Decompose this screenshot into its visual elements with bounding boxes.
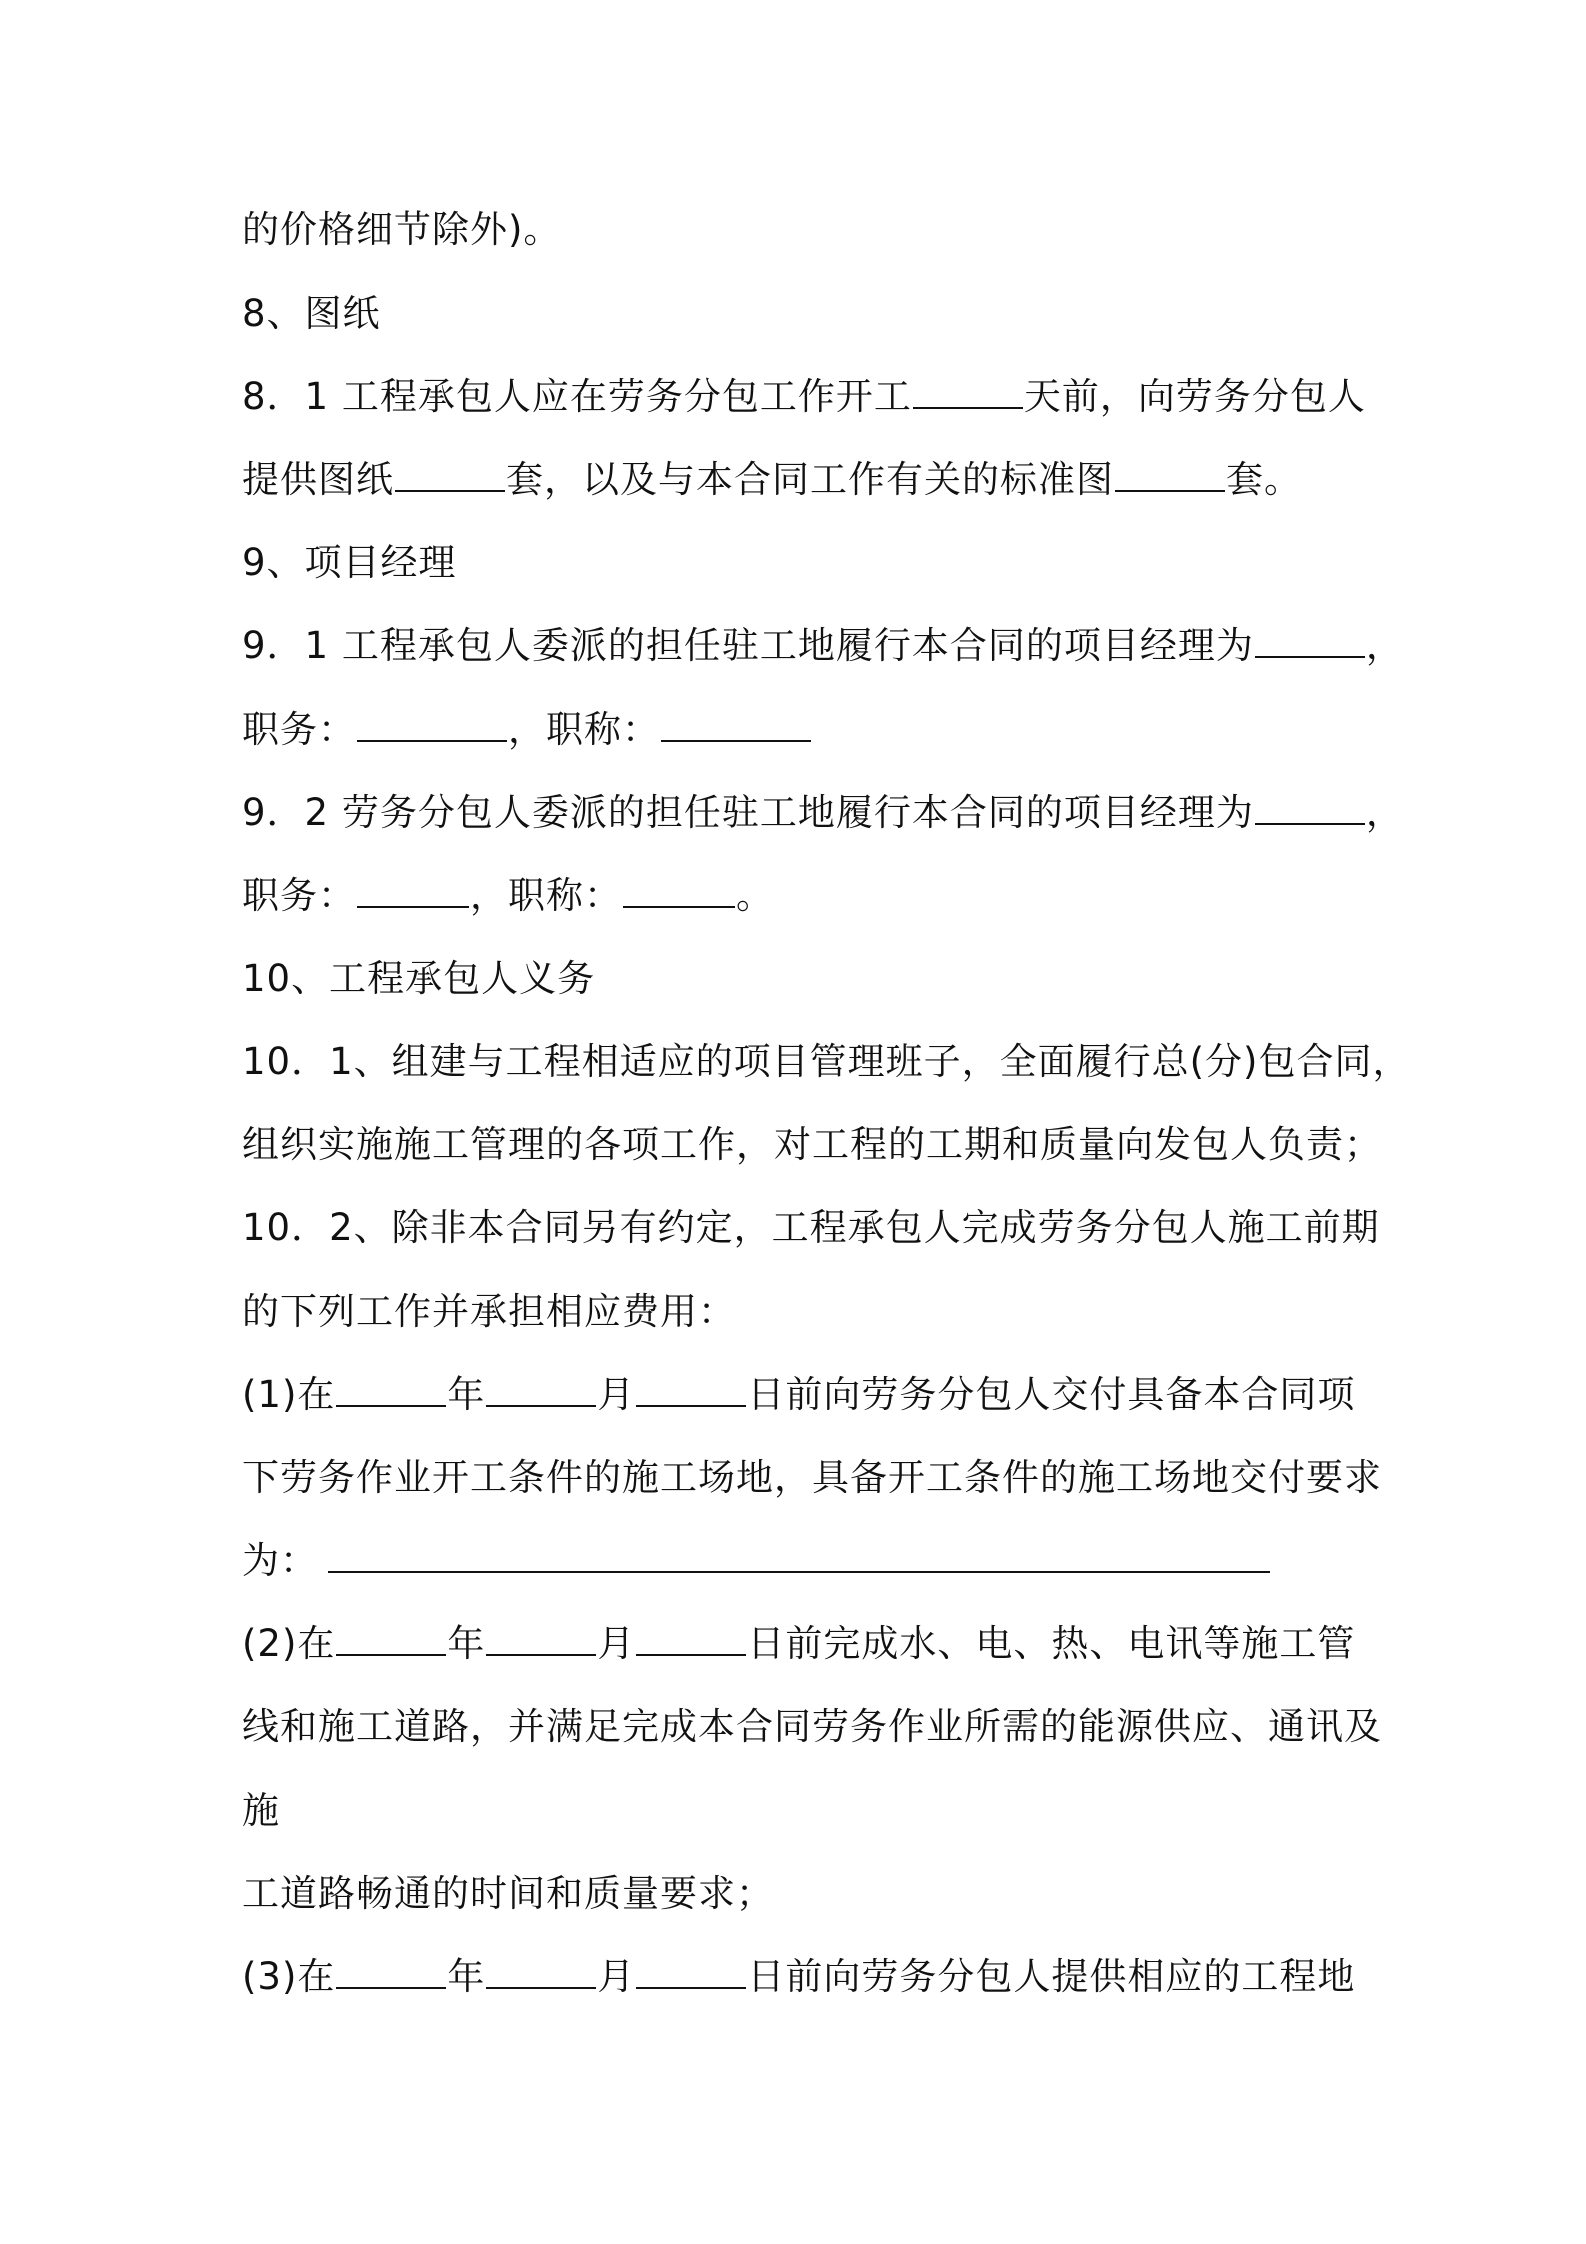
fill-in-blank[interactable]	[1255, 622, 1365, 658]
year-blank[interactable]	[336, 1371, 446, 1407]
text-line	[242, 1787, 280, 1835]
text: 9、项目经理	[242, 541, 457, 584]
text: 9．2 劳务分包人委派的担任驻工地履行本合同的项目经理为	[242, 791, 1254, 834]
text: 日前完成水、电、热、电讯等施工管	[747, 1622, 1356, 1665]
section-heading	[242, 539, 457, 587]
section-heading	[242, 290, 381, 338]
fill-in-blank[interactable]	[357, 872, 469, 908]
text-line	[242, 872, 774, 920]
text-line	[242, 1454, 1382, 1502]
text-line	[242, 1371, 1355, 1419]
text: 10、工程承包人义务	[242, 957, 596, 1000]
fill-in-blank[interactable]	[913, 373, 1023, 409]
text-line	[242, 456, 1302, 504]
text: 10．1、组建与工程相适应的项目管理班子，全面履行总(分)包合同，	[242, 1040, 1411, 1083]
text-line	[242, 1204, 1380, 1252]
fill-in-blank[interactable]	[661, 706, 811, 742]
text-line	[242, 1703, 1382, 1751]
text: 的价格细节除外)。	[242, 208, 562, 251]
text: (1)在	[242, 1373, 336, 1416]
text: 职务：	[242, 874, 356, 917]
text-line	[242, 1038, 1411, 1086]
text: 提供图纸	[242, 458, 394, 501]
text: 的下列工作并承担相应费用：	[242, 1290, 736, 1333]
fill-in-blank[interactable]	[1115, 456, 1225, 492]
text: 10．2、除非本合同另有约定，工程承包人完成劳务分包人施工前期	[242, 1206, 1380, 1249]
day-blank[interactable]	[636, 1620, 746, 1656]
text: 天前，向劳务分包人	[1023, 375, 1366, 418]
text: 月	[597, 1373, 636, 1416]
year-blank[interactable]	[336, 1620, 446, 1656]
text: 组织实施施工管理的各项工作，对工程的工期和质量向发包人负责；	[242, 1123, 1382, 1166]
text: 月	[597, 1955, 636, 1998]
month-blank[interactable]	[486, 1953, 596, 1989]
text: ，职称：	[508, 708, 660, 751]
text: 为：	[242, 1539, 318, 1582]
text-line	[242, 1870, 774, 1918]
text: 套，以及与本合同工作有关的标准图	[506, 458, 1114, 501]
fill-in-blank[interactable]	[623, 872, 735, 908]
text: 日前向劳务分包人交付具备本合同项	[747, 1373, 1356, 1416]
text: 工道路畅通的时间和质量要求；	[242, 1872, 774, 1915]
day-blank[interactable]	[636, 1953, 746, 1989]
day-blank[interactable]	[636, 1371, 746, 1407]
text: ，	[1365, 791, 1404, 834]
text: 8、图纸	[242, 292, 381, 335]
fill-in-blank[interactable]	[328, 1537, 1270, 1573]
text: 线和施工道路，并满足完成本合同劳务作业所需的能源供应、通讯及	[242, 1705, 1382, 1748]
year-blank[interactable]	[336, 1953, 446, 1989]
text-line	[242, 1620, 1355, 1668]
text: 年	[447, 1373, 486, 1416]
text: 日前向劳务分包人提供相应的工程地	[747, 1955, 1356, 1998]
text-line	[242, 622, 1404, 670]
month-blank[interactable]	[486, 1371, 596, 1407]
section-heading	[242, 955, 595, 1003]
month-blank[interactable]	[486, 1620, 596, 1656]
text: (2)在	[242, 1622, 336, 1665]
text: 下劳务作业开工条件的施工场地，具备开工条件的施工场地交付要求	[242, 1456, 1382, 1499]
text: 套。	[1226, 458, 1302, 501]
text-line	[242, 373, 1366, 421]
text: ，职称：	[470, 874, 622, 917]
text-line	[242, 206, 561, 254]
text: 施	[242, 1789, 280, 1832]
text: 月	[597, 1622, 636, 1665]
text-line	[242, 706, 812, 754]
text-line	[242, 1953, 1355, 2001]
text: (3)在	[242, 1955, 336, 1998]
text-line	[242, 789, 1404, 837]
text: 年	[447, 1955, 486, 1998]
text: 职务：	[242, 708, 356, 751]
fill-in-blank[interactable]	[395, 456, 505, 492]
text-line	[242, 1288, 736, 1336]
text: 9．1 工程承包人委派的担任驻工地履行本合同的项目经理为	[242, 624, 1254, 667]
text: 8．1 工程承包人应在劳务分包工作开工	[242, 375, 912, 418]
text-line	[242, 1121, 1382, 1169]
text-line	[242, 1537, 1271, 1585]
fill-in-blank[interactable]	[357, 706, 507, 742]
text: 年	[447, 1622, 486, 1665]
text: ，	[1365, 624, 1404, 667]
fill-in-blank[interactable]	[1255, 789, 1365, 825]
text: 。	[736, 874, 774, 917]
